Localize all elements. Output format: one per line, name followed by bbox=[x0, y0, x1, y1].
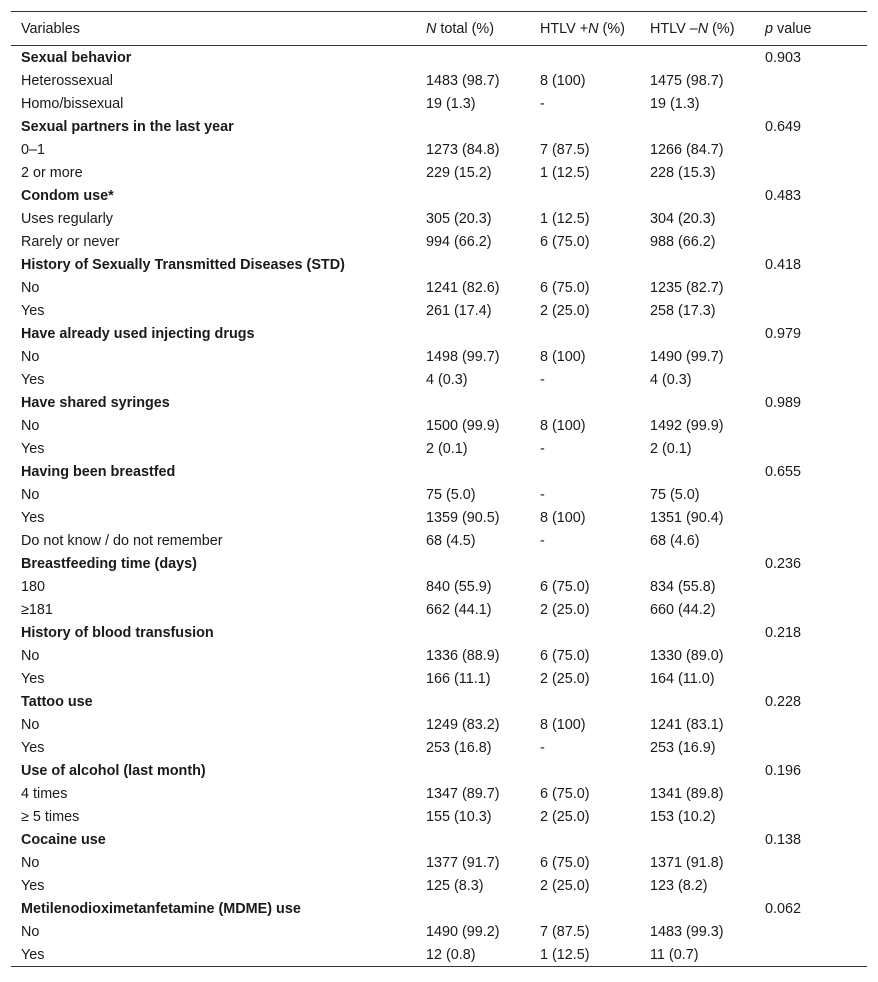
table-row bbox=[11, 713, 867, 736]
cell-p-value bbox=[755, 230, 867, 253]
cell-p-value bbox=[755, 782, 867, 805]
cell-p-value bbox=[755, 506, 867, 529]
table-row bbox=[11, 736, 867, 759]
cell-htlv-positive: 7 (87.5) bbox=[540, 141, 590, 158]
cell-n-total bbox=[416, 322, 530, 345]
cell-htlv-negative bbox=[640, 184, 755, 207]
cell-variable: Have shared syringes bbox=[21, 394, 170, 411]
cell-htlv-positive: - bbox=[540, 532, 545, 549]
cell-htlv-negative: 304 (20.3) bbox=[650, 210, 716, 227]
table-row bbox=[11, 230, 867, 253]
cell-n-total bbox=[416, 46, 530, 70]
cell-n-total: 662 (44.1) bbox=[426, 601, 492, 618]
cell-p-value bbox=[755, 92, 867, 115]
table-row bbox=[11, 207, 867, 230]
cell-htlv-positive: 8 (100) bbox=[540, 348, 586, 365]
cell-n-total: 2 (0.1) bbox=[426, 440, 468, 457]
cell-p-value bbox=[755, 483, 867, 506]
cell-variable: ≥ 5 times bbox=[21, 808, 80, 825]
cell-htlv-negative: 1475 (98.7) bbox=[650, 72, 724, 89]
table-group-row bbox=[11, 115, 867, 138]
cell-htlv-negative bbox=[640, 46, 755, 70]
cell-htlv-positive: 1 (12.5) bbox=[540, 210, 590, 227]
cell-n-total: 166 (11.1) bbox=[426, 670, 491, 687]
cell-variable: Yes bbox=[21, 739, 45, 756]
cell-htlv-positive: - bbox=[540, 371, 545, 388]
cell-n-total bbox=[416, 253, 530, 276]
cell-p-value bbox=[755, 207, 867, 230]
table-row bbox=[11, 368, 867, 391]
cell-htlv-negative bbox=[640, 115, 755, 138]
cell-n-total bbox=[416, 828, 530, 851]
cell-variable: Yes bbox=[21, 670, 45, 687]
table-group-row bbox=[11, 391, 867, 414]
cell-htlv-negative: 253 (16.9) bbox=[650, 739, 716, 756]
cell-htlv-positive bbox=[530, 391, 640, 414]
cell-htlv-positive: 6 (75.0) bbox=[540, 233, 590, 250]
header-p-value: p value bbox=[755, 12, 867, 46]
cell-n-total bbox=[416, 897, 530, 920]
table-group-row bbox=[11, 897, 867, 920]
cell-p-value bbox=[755, 874, 867, 897]
table-row bbox=[11, 138, 867, 161]
table-row bbox=[11, 299, 867, 322]
table-row bbox=[11, 506, 867, 529]
cell-htlv-negative: 1341 (89.8) bbox=[650, 785, 724, 802]
cell-n-total: 305 (20.3) bbox=[426, 210, 492, 227]
cell-htlv-negative: 1266 (84.7) bbox=[650, 141, 724, 158]
cell-htlv-positive: - bbox=[540, 440, 545, 457]
cell-htlv-negative: 75 (5.0) bbox=[650, 486, 700, 503]
cell-variable: No bbox=[21, 923, 40, 940]
table-group-row bbox=[11, 46, 867, 70]
cell-htlv-positive: - bbox=[540, 95, 545, 112]
cell-htlv-negative: 1483 (99.3) bbox=[650, 923, 724, 940]
cell-htlv-negative: 1330 (89.0) bbox=[650, 647, 724, 664]
cell-n-total: 1241 (82.6) bbox=[426, 279, 500, 296]
table-row bbox=[11, 92, 867, 115]
cell-variable: Sexual partners in the last year bbox=[21, 118, 234, 135]
cell-variable: Yes bbox=[21, 877, 45, 894]
cell-variable: Use of alcohol (last month) bbox=[21, 762, 206, 779]
cell-n-total: 1249 (83.2) bbox=[426, 716, 500, 733]
cell-p-value bbox=[755, 69, 867, 92]
cell-htlv-positive: 1 (12.5) bbox=[540, 164, 590, 181]
cell-variable: Do not know / do not remember bbox=[21, 532, 223, 549]
table-group-row bbox=[11, 759, 867, 782]
cell-htlv-positive bbox=[530, 552, 640, 575]
cell-p-value: 0.655 bbox=[765, 463, 802, 480]
cell-variable: History of blood transfusion bbox=[21, 624, 214, 641]
table-group-row bbox=[11, 828, 867, 851]
table-row bbox=[11, 575, 867, 598]
table-group-row bbox=[11, 322, 867, 345]
header-htlv-positive: HTLV +N (%) bbox=[530, 12, 640, 46]
table-row bbox=[11, 874, 867, 897]
cell-n-total: 253 (16.8) bbox=[426, 739, 492, 756]
table-row bbox=[11, 69, 867, 92]
cell-htlv-negative bbox=[640, 897, 755, 920]
cell-n-total: 1273 (84.8) bbox=[426, 141, 500, 158]
cell-variable: Heterossexual bbox=[21, 72, 113, 89]
cell-htlv-negative: 1241 (83.1) bbox=[650, 716, 724, 733]
cell-variable: Having been breastfed bbox=[21, 463, 176, 480]
cell-p-value: 0.138 bbox=[765, 831, 802, 848]
table-body bbox=[11, 46, 867, 967]
cell-p-value bbox=[755, 437, 867, 460]
cell-variable: Metilenodioximetanfetamine (MDME) use bbox=[21, 900, 301, 917]
cell-htlv-positive: 6 (75.0) bbox=[540, 785, 590, 802]
cell-n-total: 155 (10.3) bbox=[426, 808, 492, 825]
cell-htlv-positive: 6 (75.0) bbox=[540, 279, 590, 296]
cell-htlv-positive bbox=[530, 322, 640, 345]
cell-n-total: 75 (5.0) bbox=[426, 486, 476, 503]
cell-n-total: 1347 (89.7) bbox=[426, 785, 500, 802]
header-n-total: N total (%) bbox=[416, 12, 530, 46]
cell-p-value bbox=[755, 345, 867, 368]
cell-htlv-negative: 988 (66.2) bbox=[650, 233, 716, 250]
cell-htlv-positive bbox=[530, 759, 640, 782]
cell-htlv-positive: 8 (100) bbox=[540, 72, 586, 89]
header-htlv-negative: HTLV –N (%) bbox=[640, 12, 755, 46]
cell-variable: 0–1 bbox=[21, 141, 46, 158]
cell-p-value bbox=[755, 644, 867, 667]
cell-n-total: 840 (55.9) bbox=[426, 578, 492, 595]
cell-variable: Sexual behavior bbox=[21, 49, 132, 66]
cell-variable: No bbox=[21, 279, 40, 296]
cell-variable: Yes bbox=[21, 509, 45, 526]
cell-htlv-negative: 228 (15.3) bbox=[650, 164, 716, 181]
table-row bbox=[11, 414, 867, 437]
cell-p-value: 0.196 bbox=[765, 762, 802, 779]
cell-htlv-positive bbox=[530, 115, 640, 138]
cell-n-total: 125 (8.3) bbox=[426, 877, 484, 894]
cell-variable: 2 or more bbox=[21, 164, 83, 181]
cell-htlv-positive: 2 (25.0) bbox=[540, 302, 590, 319]
cell-n-total: 4 (0.3) bbox=[426, 371, 468, 388]
cell-p-value: 0.483 bbox=[765, 187, 802, 204]
cell-htlv-negative: 123 (8.2) bbox=[650, 877, 708, 894]
cell-n-total: 1336 (88.9) bbox=[426, 647, 500, 664]
cell-variable: No bbox=[21, 716, 40, 733]
cell-htlv-positive bbox=[530, 621, 640, 644]
table-row bbox=[11, 782, 867, 805]
cell-htlv-positive bbox=[530, 460, 640, 483]
cell-htlv-positive: 2 (25.0) bbox=[540, 670, 590, 687]
cell-p-value bbox=[755, 920, 867, 943]
cell-htlv-positive: 2 (25.0) bbox=[540, 601, 590, 618]
cell-variable: Have already used injecting drugs bbox=[21, 325, 255, 342]
cell-p-value bbox=[755, 276, 867, 299]
cell-n-total: 1359 (90.5) bbox=[426, 509, 500, 526]
cell-htlv-negative bbox=[640, 391, 755, 414]
cell-htlv-positive bbox=[530, 253, 640, 276]
cell-variable: No bbox=[21, 854, 40, 871]
cell-htlv-negative bbox=[640, 621, 755, 644]
cell-p-value bbox=[755, 713, 867, 736]
cell-htlv-negative: 258 (17.3) bbox=[650, 302, 716, 319]
cell-htlv-negative: 1351 (90.4) bbox=[650, 509, 724, 526]
cell-variable: Homo/bissexual bbox=[21, 95, 124, 112]
table-row bbox=[11, 345, 867, 368]
cell-p-value bbox=[755, 943, 867, 967]
cell-htlv-negative: 164 (11.0) bbox=[650, 670, 715, 687]
cell-htlv-positive: - bbox=[540, 486, 545, 503]
table-group-row bbox=[11, 690, 867, 713]
cell-n-total: 994 (66.2) bbox=[426, 233, 492, 250]
table-row bbox=[11, 667, 867, 690]
table-row bbox=[11, 483, 867, 506]
data-table-container bbox=[11, 11, 867, 967]
table-row bbox=[11, 437, 867, 460]
cell-n-total: 1498 (99.7) bbox=[426, 348, 500, 365]
table-row bbox=[11, 644, 867, 667]
cell-htlv-negative: 68 (4.6) bbox=[650, 532, 700, 549]
cell-htlv-negative: 153 (10.2) bbox=[650, 808, 716, 825]
cell-htlv-negative: 19 (1.3) bbox=[650, 95, 700, 112]
cell-p-value: 0.903 bbox=[765, 49, 802, 66]
table-row bbox=[11, 943, 867, 967]
table-group-row bbox=[11, 552, 867, 575]
cell-p-value: 0.989 bbox=[765, 394, 802, 411]
cell-p-value: 0.236 bbox=[765, 555, 802, 572]
cell-htlv-positive: 6 (75.0) bbox=[540, 578, 590, 595]
cell-htlv-positive bbox=[530, 828, 640, 851]
cell-n-total: 19 (1.3) bbox=[426, 95, 476, 112]
cell-htlv-negative: 834 (55.8) bbox=[650, 578, 716, 595]
cell-p-value bbox=[755, 667, 867, 690]
cell-htlv-negative bbox=[640, 460, 755, 483]
cell-htlv-negative: 11 (0.7) bbox=[640, 943, 755, 967]
table-row bbox=[11, 276, 867, 299]
cell-htlv-positive: - bbox=[540, 739, 545, 756]
table-header bbox=[11, 12, 867, 46]
table-row bbox=[11, 920, 867, 943]
cell-variable: Yes bbox=[21, 371, 45, 388]
cell-n-total bbox=[416, 759, 530, 782]
cell-n-total bbox=[416, 460, 530, 483]
cell-p-value: 0.649 bbox=[765, 118, 802, 135]
cell-n-total bbox=[416, 690, 530, 713]
cell-htlv-positive: 8 (100) bbox=[540, 716, 586, 733]
cell-variable: Uses regularly bbox=[21, 210, 113, 227]
cell-variable: No bbox=[21, 417, 40, 434]
cell-variable: No bbox=[21, 348, 40, 365]
cell-n-total: 229 (15.2) bbox=[426, 164, 492, 181]
cell-htlv-positive: 6 (75.0) bbox=[540, 854, 590, 871]
cell-p-value bbox=[755, 598, 867, 621]
cell-n-total: 1500 (99.9) bbox=[426, 417, 500, 434]
risk-factors-table bbox=[11, 11, 867, 967]
cell-htlv-positive: 2 (25.0) bbox=[540, 808, 590, 825]
cell-htlv-positive: 7 (87.5) bbox=[540, 923, 590, 940]
cell-variable: Cocaine use bbox=[21, 831, 106, 848]
cell-p-value bbox=[755, 299, 867, 322]
cell-htlv-negative bbox=[640, 253, 755, 276]
cell-variable: Breastfeeding time (days) bbox=[21, 555, 197, 572]
cell-htlv-negative bbox=[640, 759, 755, 782]
cell-n-total bbox=[416, 391, 530, 414]
table-group-row bbox=[11, 184, 867, 207]
header-variables: Variables bbox=[11, 12, 416, 46]
table-row bbox=[11, 851, 867, 874]
cell-htlv-positive: 8 (100) bbox=[540, 509, 586, 526]
cell-htlv-positive bbox=[530, 184, 640, 207]
cell-p-value bbox=[755, 529, 867, 552]
cell-htlv-negative: 4 (0.3) bbox=[650, 371, 692, 388]
cell-n-total: 12 (0.8) bbox=[416, 943, 530, 967]
cell-htlv-negative bbox=[640, 828, 755, 851]
cell-htlv-negative: 2 (0.1) bbox=[650, 440, 692, 457]
table-group-row bbox=[11, 253, 867, 276]
cell-variable: Yes bbox=[11, 943, 416, 967]
cell-n-total bbox=[416, 621, 530, 644]
table-row bbox=[11, 161, 867, 184]
header-row bbox=[11, 12, 867, 46]
cell-htlv-negative: 1492 (99.9) bbox=[650, 417, 724, 434]
cell-htlv-negative: 1490 (99.7) bbox=[650, 348, 724, 365]
table-row bbox=[11, 805, 867, 828]
cell-variable: No bbox=[21, 486, 40, 503]
cell-variable: Tattoo use bbox=[21, 693, 93, 710]
cell-p-value bbox=[755, 851, 867, 874]
cell-htlv-negative bbox=[640, 552, 755, 575]
cell-htlv-positive: 8 (100) bbox=[540, 417, 586, 434]
cell-htlv-negative: 660 (44.2) bbox=[650, 601, 716, 618]
cell-htlv-positive bbox=[530, 690, 640, 713]
cell-n-total: 1490 (99.2) bbox=[426, 923, 500, 940]
cell-htlv-negative: 1235 (82.7) bbox=[650, 279, 724, 296]
cell-htlv-negative: 1371 (91.8) bbox=[650, 854, 724, 871]
cell-p-value: 0.228 bbox=[765, 693, 802, 710]
cell-variable: Rarely or never bbox=[21, 233, 120, 250]
table-row bbox=[11, 598, 867, 621]
cell-htlv-negative bbox=[640, 690, 755, 713]
cell-variable: 4 times bbox=[21, 785, 68, 802]
cell-p-value: 0.218 bbox=[765, 624, 802, 641]
table-group-row bbox=[11, 460, 867, 483]
cell-variable: ≥181 bbox=[21, 601, 53, 618]
cell-htlv-positive bbox=[530, 897, 640, 920]
cell-n-total bbox=[416, 115, 530, 138]
cell-p-value bbox=[755, 575, 867, 598]
cell-p-value bbox=[755, 368, 867, 391]
cell-htlv-positive: 6 (75.0) bbox=[540, 647, 590, 664]
cell-p-value: 0.418 bbox=[765, 256, 802, 273]
cell-n-total bbox=[416, 184, 530, 207]
cell-p-value bbox=[755, 414, 867, 437]
table-group-row bbox=[11, 621, 867, 644]
cell-p-value bbox=[755, 138, 867, 161]
cell-n-total: 261 (17.4) bbox=[426, 302, 492, 319]
cell-variable: History of Sexually Transmitted Diseases (STD) bbox=[21, 256, 345, 273]
cell-htlv-positive: 1 (12.5) bbox=[530, 943, 640, 967]
cell-variable: No bbox=[21, 647, 40, 664]
cell-n-total bbox=[416, 552, 530, 575]
cell-htlv-positive bbox=[530, 46, 640, 70]
cell-p-value: 0.979 bbox=[765, 325, 802, 342]
cell-n-total: 68 (4.5) bbox=[426, 532, 476, 549]
cell-htlv-negative bbox=[640, 322, 755, 345]
cell-p-value bbox=[755, 805, 867, 828]
cell-variable: Condom use* bbox=[21, 187, 114, 204]
cell-p-value bbox=[755, 161, 867, 184]
cell-htlv-positive: 2 (25.0) bbox=[540, 877, 590, 894]
cell-variable: Yes bbox=[21, 302, 45, 319]
cell-variable: Yes bbox=[21, 440, 45, 457]
cell-n-total: 1377 (91.7) bbox=[426, 854, 500, 871]
cell-variable: 180 bbox=[21, 578, 46, 595]
cell-p-value bbox=[755, 736, 867, 759]
cell-n-total: 1483 (98.7) bbox=[426, 72, 500, 89]
table-row bbox=[11, 529, 867, 552]
cell-p-value: 0.062 bbox=[765, 900, 802, 917]
